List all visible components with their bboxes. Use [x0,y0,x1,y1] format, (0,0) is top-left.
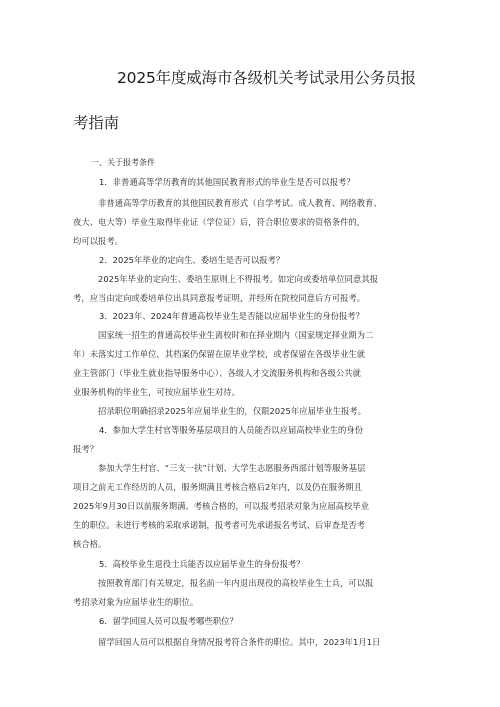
question-2: 2．2025年毕业的定向生、委培生是否可以报考？ [99,255,285,265]
document-title-line1: 2025年度威海市各级机关考试录用公务员报 [117,69,416,87]
paragraph-line: 国家统一招生的普通高校毕业生离校时和在择业期内（国家规定择业期为二 [98,330,374,340]
paragraph-line: 业主管部门（毕业生就业指导服务中心）、各级人才交流服务机构和各级公共就 [73,368,361,378]
paragraph-line: 生的职位。未进行考核的采取承诺制，报考者可先承诺报名考试、后审查是否考 [73,520,366,530]
section-heading: 一、关于报考条件 [91,158,155,167]
paragraph-line: 按照教育部门有关规定，报名前一年内退出现役的高校毕业生士兵，可以报 [98,578,374,588]
paragraph-line: 考，应当由定向或委培单位出具同意报考证明，并经所在院校同意后方可报考。 [73,293,366,303]
paragraph-line: 年）未落实过工作单位，其档案仍保留在原毕业学校，或者保留在各级毕业生就 [73,349,366,359]
paragraph-line: 2025年毕业的定向生、委培生原则上不得报考。如定向或委培单位同意其报 [98,274,379,284]
document-title-line2: 考指南 [73,114,119,132]
paragraph-line: 2025年9月30日以前服务期满、考核合格的，可以报考招录对象为应届高校毕业 [73,501,370,511]
question-6: 6．留学回国人员可以报考哪些职位？ [99,616,238,626]
paragraph-line: 参加大学生村官、“三支一扶”计划、大学生志愿服务西部计划等服务基层 [98,463,366,473]
paragraph-line: 招录职位明确招录2025年应届毕业生的，仅限2025年应届毕业生报考。 [98,406,366,416]
paragraph-line: 留学回国人员可以根据自身情况报考符合条件的职位。其中，2023年1月1日 [98,637,381,647]
paragraph-line: 夜大、电大等）毕业生取得毕业证（学位证）后，符合职位要求的资格条件的， [73,217,366,227]
paragraph-line: 考招录对象为应届毕业生的职位。 [73,597,199,607]
paragraph-line: 非普通高等学历教育的其他国民教育形式（自学考试、成人教育、网络教育、 [98,198,382,208]
paragraph-line: 均可以报考。 [73,236,124,246]
question-4: 4．参加大学生村官等服务基层项目的人员能否以应届高校毕业生的身份 [99,425,364,435]
question-5: 5．高校毕业生退役士兵能否以应届毕业生的身份报考？ [99,559,305,569]
question-1: 1．非普通高等学历教育的其他国民教育形式的毕业生是否可以报考？ [99,177,355,187]
question-3: 3．2023年、2024年普通高校毕业生是否能以应届毕业生的身份报考？ [99,311,364,321]
paragraph-line: 报考？ [73,444,99,454]
paragraph-line: 核合格。 [73,539,107,549]
paragraph-line: 项目之前无工作经历的人员，服务期满且考核合格后2年内，以及仍在服务期且 [73,482,363,492]
paragraph-line: 业服务机构的毕业生，可按应届毕业生对待。 [73,387,240,397]
